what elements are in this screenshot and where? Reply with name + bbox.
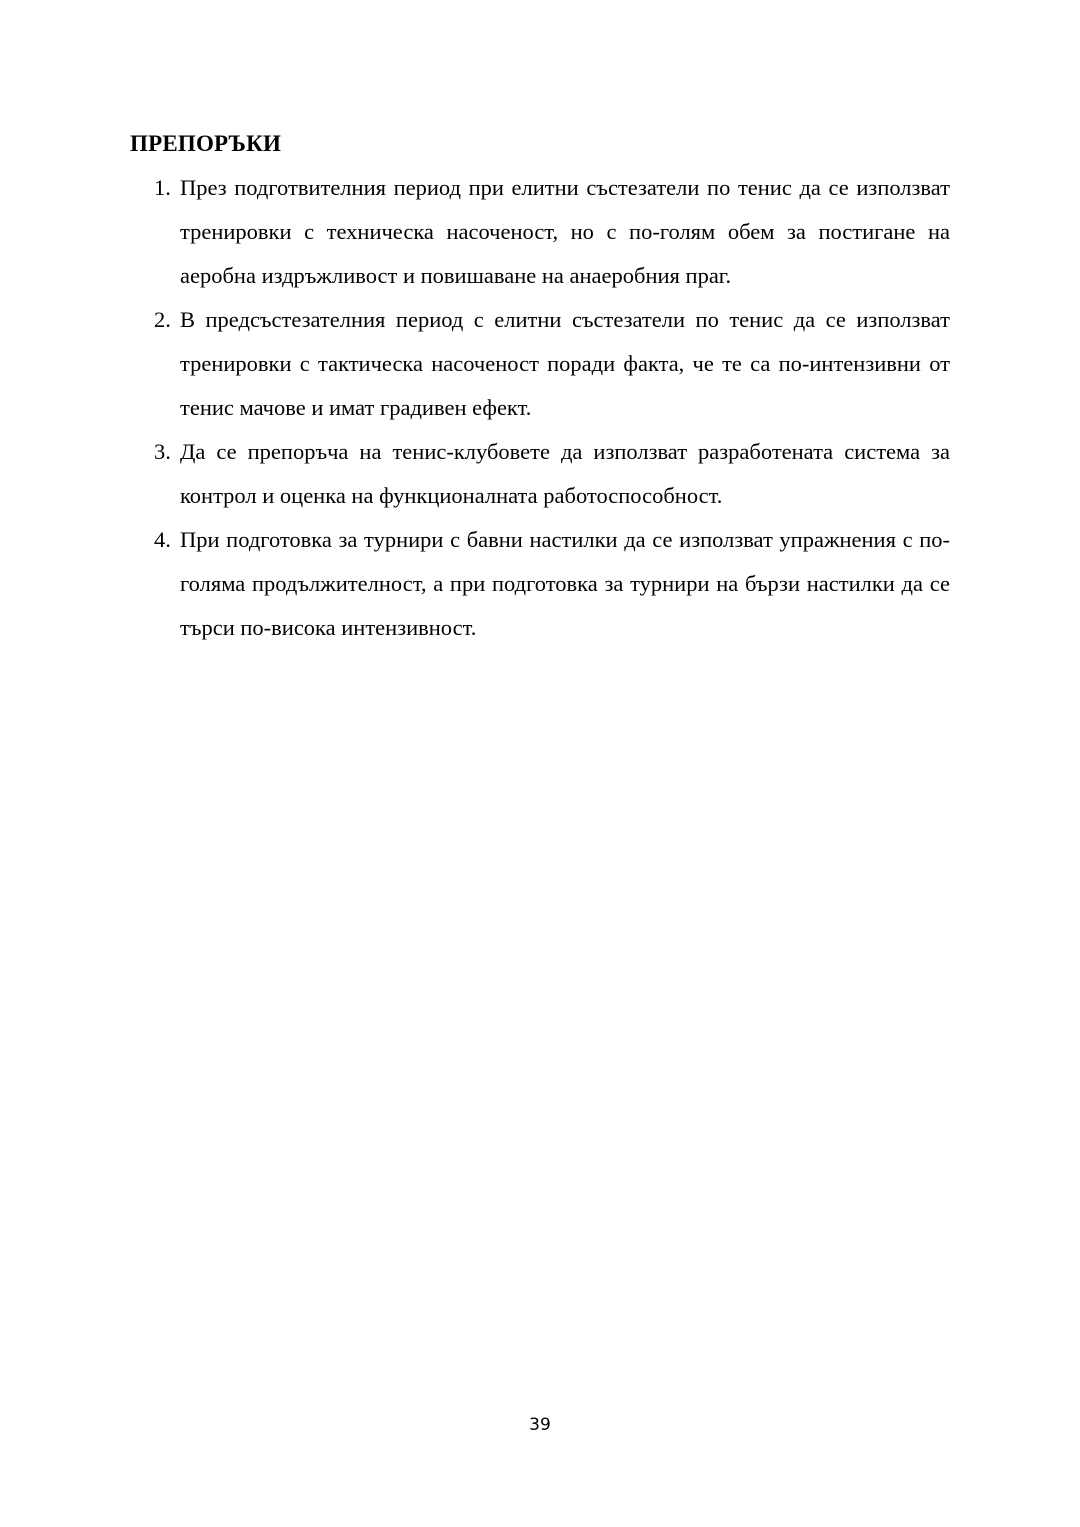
page-number: 39 xyxy=(529,1415,551,1435)
recommendation-text: При подготовка за турнири с бавни настилки да се използват упражнения с по-голяма продължителност, а при подготовка за турнири на бързи настилки да се търси по-висока интензивност. xyxy=(180,527,950,640)
recommendation-number: 3. xyxy=(154,439,171,464)
recommendation-text: Да се препоръча на тенис-клубовете да използват разработената система за контрол и оценка на функционалната работоспособност. xyxy=(180,439,950,508)
recommendation-item xyxy=(130,166,950,298)
recommendation-number: 2. xyxy=(154,307,171,332)
recommendation-text: В предсъстезателния период с елитни състезатели по тенис да се използват тренировки с тактическа насоченост поради факта, че те са по-интензивни от тенис мачове и имат градивен ефект. xyxy=(180,307,950,420)
recommendations-list xyxy=(130,166,950,650)
recommendation-text: През подготвителния период при елитни състезатели по тенис да се използват тренировки с техническа насоченост, но с по-голям обем за постигане на аеробна издръжливост и повишаване на анаеробния праг. xyxy=(180,175,950,288)
recommendation-item xyxy=(130,298,950,430)
recommendation-number: 4. xyxy=(154,527,171,552)
recommendation-item xyxy=(130,518,950,650)
recommendation-number: 1. xyxy=(154,175,171,200)
recommendation-item xyxy=(130,430,950,518)
section-heading: ПРЕПОРЪКИ xyxy=(130,131,282,156)
